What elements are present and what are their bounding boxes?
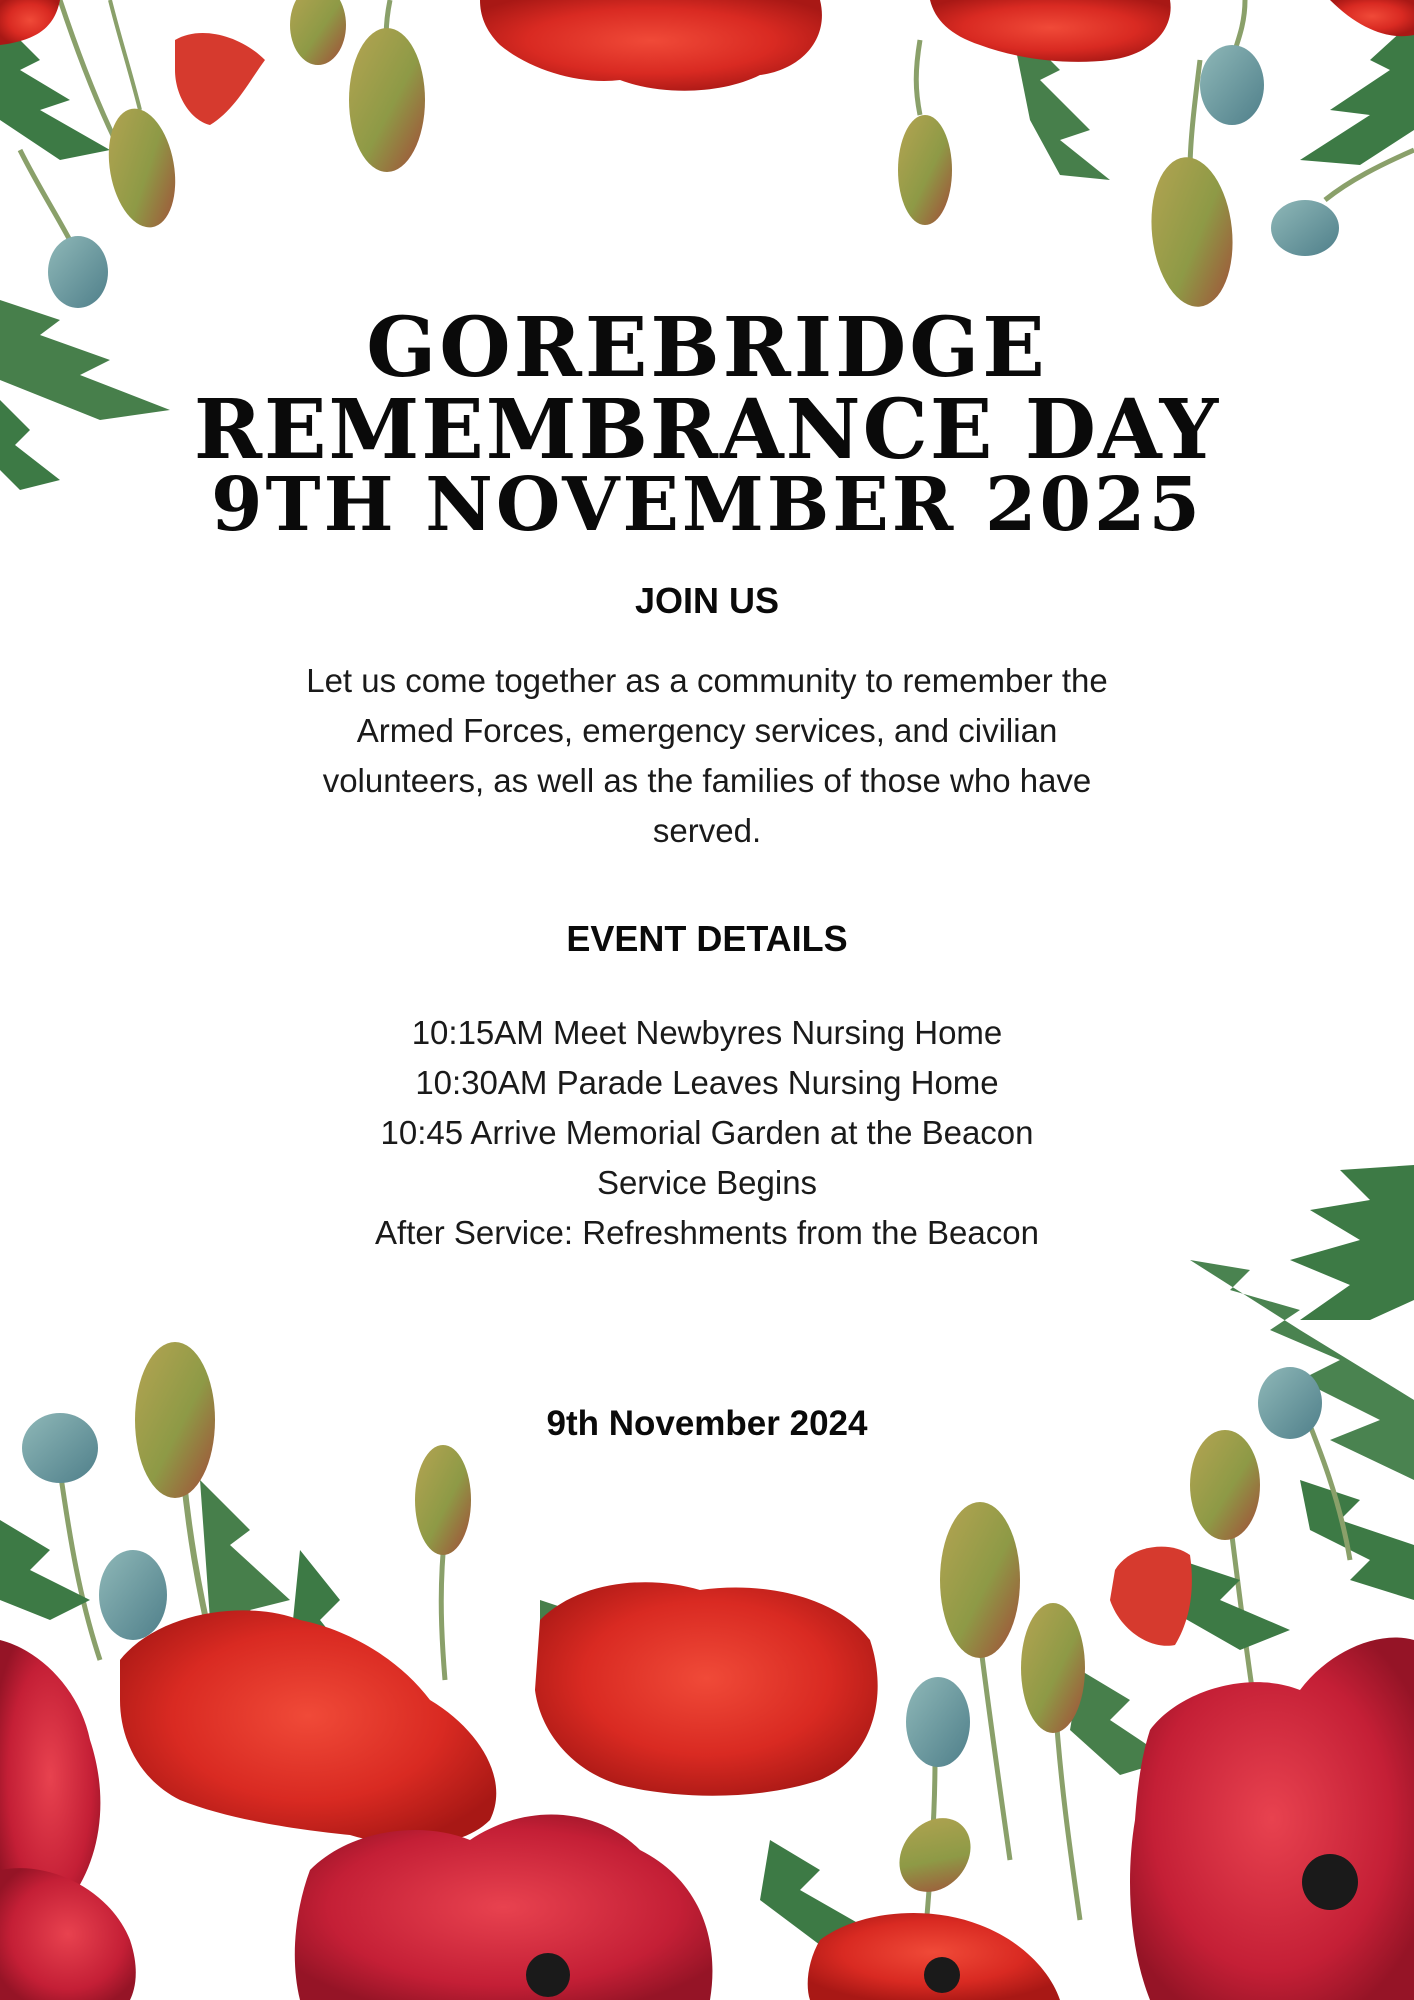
join-us-heading: JOIN US: [634, 580, 780, 621]
event-details-heading: EVENT DETAILS: [566, 918, 848, 959]
event-detail-line: 10:15AM Meet Newbyres Nursing Home: [411, 1014, 1003, 1051]
title-line-1: GOREBRIDGE: [366, 300, 1048, 396]
footer-date: 9th November 2024: [546, 1404, 868, 1443]
event-details-list: [0, 1008, 1414, 1258]
event-detail-line: Service Begins: [596, 1164, 818, 1201]
title-line-2: REMEMBRANCE DAY: [193, 382, 1221, 478]
title-line-3: 9TH NOVEMBER 2025: [211, 462, 1203, 548]
event-detail-line: 10:30AM Parade Leaves Nursing Home: [415, 1064, 999, 1101]
join-us-paragraph: Let us come together as a community to remember the Armed Forces, emergency services, and civilian volunteers, as well as the families of those who have served.: [306, 662, 1108, 849]
event-detail-line: After Service: Refreshments from the Beacon: [375, 1214, 1039, 1251]
event-detail-line: 10:45 Arrive Memorial Garden at the Beacon: [380, 1114, 1034, 1151]
